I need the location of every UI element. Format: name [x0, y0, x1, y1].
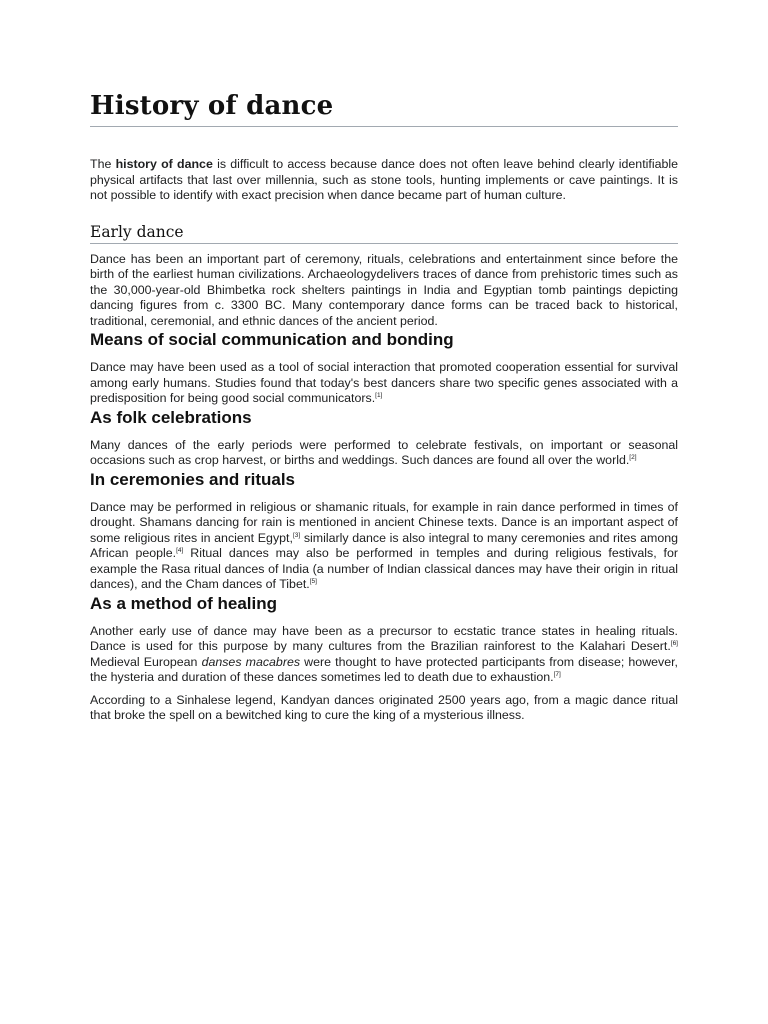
- social-text: Dance may have been used as a tool of social interaction that promoted cooperation essential for survival among early humans. Studies found that today's best dancers share two specific genes associated with a predisposition for being good social communicators.: [90, 360, 678, 405]
- healing-text-3: were thought to have protected participants from disease; however, the hysteria and duration of these dances sometimes led to death due to exhaustion.: [90, 654, 679, 684]
- article: [90, 88, 678, 724]
- heading-method-of-healing: As a method of healing: [90, 593, 278, 613]
- ceremonies-text-2: similarly dance is also integral to many ceremonies and rites among African people.: [90, 530, 678, 560]
- heading-social-communication: Means of social communication and bonding: [90, 330, 454, 349]
- intro-rest: is difficult to access because dance does not often leave behind clearly identifiable physical artifacts that last over millennia, such as stone tools, hunting implements or cave paintings. It is not possible to identify with exact precision when dance became part of human culture.: [90, 157, 679, 202]
- page-title: History of dance: [90, 88, 678, 127]
- citation-3[interactable]: [3]: [292, 531, 301, 539]
- intro-paragraph: [90, 157, 678, 204]
- folk-text: Many dances of the early periods were performed to celebrate festivals, on important or seasonal occasions such as crop harvest, or births and weddings. Such dances are found all over the world.: [90, 437, 678, 467]
- healing-text-1: Another early use of dance may have been as a precursor to ecstatic trance states in healing rituals. Dance is used for this purpose by many cultures from the Brazilian rainforest to the Kalahari Desert.: [90, 623, 678, 653]
- citation-6[interactable]: [6]: [670, 639, 678, 647]
- heading-ceremonies-rituals: In ceremonies and rituals: [90, 469, 296, 489]
- citation-4[interactable]: [4]: [176, 546, 184, 554]
- intro-lead: The: [90, 157, 116, 171]
- ceremonies-paragraph: [90, 500, 678, 593]
- intro-bold-term: history of dance: [115, 157, 213, 171]
- ceremonies-text-3: Ritual dances may also be performed in temples and during religious festivals, for example the Rasa ritual dances of India (a number of Indian classical dances may have their origin in ritual dances), and the Cham dances of Tibet.: [90, 546, 678, 591]
- early-dance-paragraph: Dance has been an important part of ceremony, rituals, celebrations and entertainment since before the birth of the earliest human civilizations. Archaeologydelivers traces of dance from prehistoric times such as the 30,000-year-old Bhimbetka rock shelters paintings in India and Egyptian tomb paintings depicting dancing figures from c. 3300 BC. Many contemporary dance forms can be traced back to historical, traditional, ceremonial, and ethnic dances of the ancient period.: [90, 251, 678, 328]
- social-communication-paragraph: [90, 360, 678, 407]
- danses-macabres-term: danses macabres: [201, 654, 301, 669]
- citation-1[interactable]: [1]: [375, 391, 383, 399]
- heading-folk-celebrations: As folk celebrations: [90, 407, 252, 427]
- healing-text-2: Medieval European: [90, 654, 202, 669]
- kandyan-paragraph: According to a Sinhalese legend, Kandyan dances originated 2500 years ago, from a magic dance ritual that broke the spell on a bewitched king to cure the king of a mysterious illness.: [90, 692, 678, 722]
- ceremonies-text-1: Dance may be performed in religious or shamanic rituals, for example in rain dance performed in times of drought. Shamans dancing for rain is mentioned in ancient Chinese texts. Dance is an important aspect of some religious rites in ancient Egypt,: [90, 499, 678, 545]
- citation-5[interactable]: [5]: [309, 577, 317, 585]
- folk-celebrations-paragraph: [90, 438, 678, 469]
- healing-paragraph: [90, 624, 678, 686]
- heading-early-dance: Early dance: [90, 222, 678, 244]
- citation-2[interactable]: [2]: [629, 453, 637, 461]
- citation-7[interactable]: [7]: [553, 670, 561, 678]
